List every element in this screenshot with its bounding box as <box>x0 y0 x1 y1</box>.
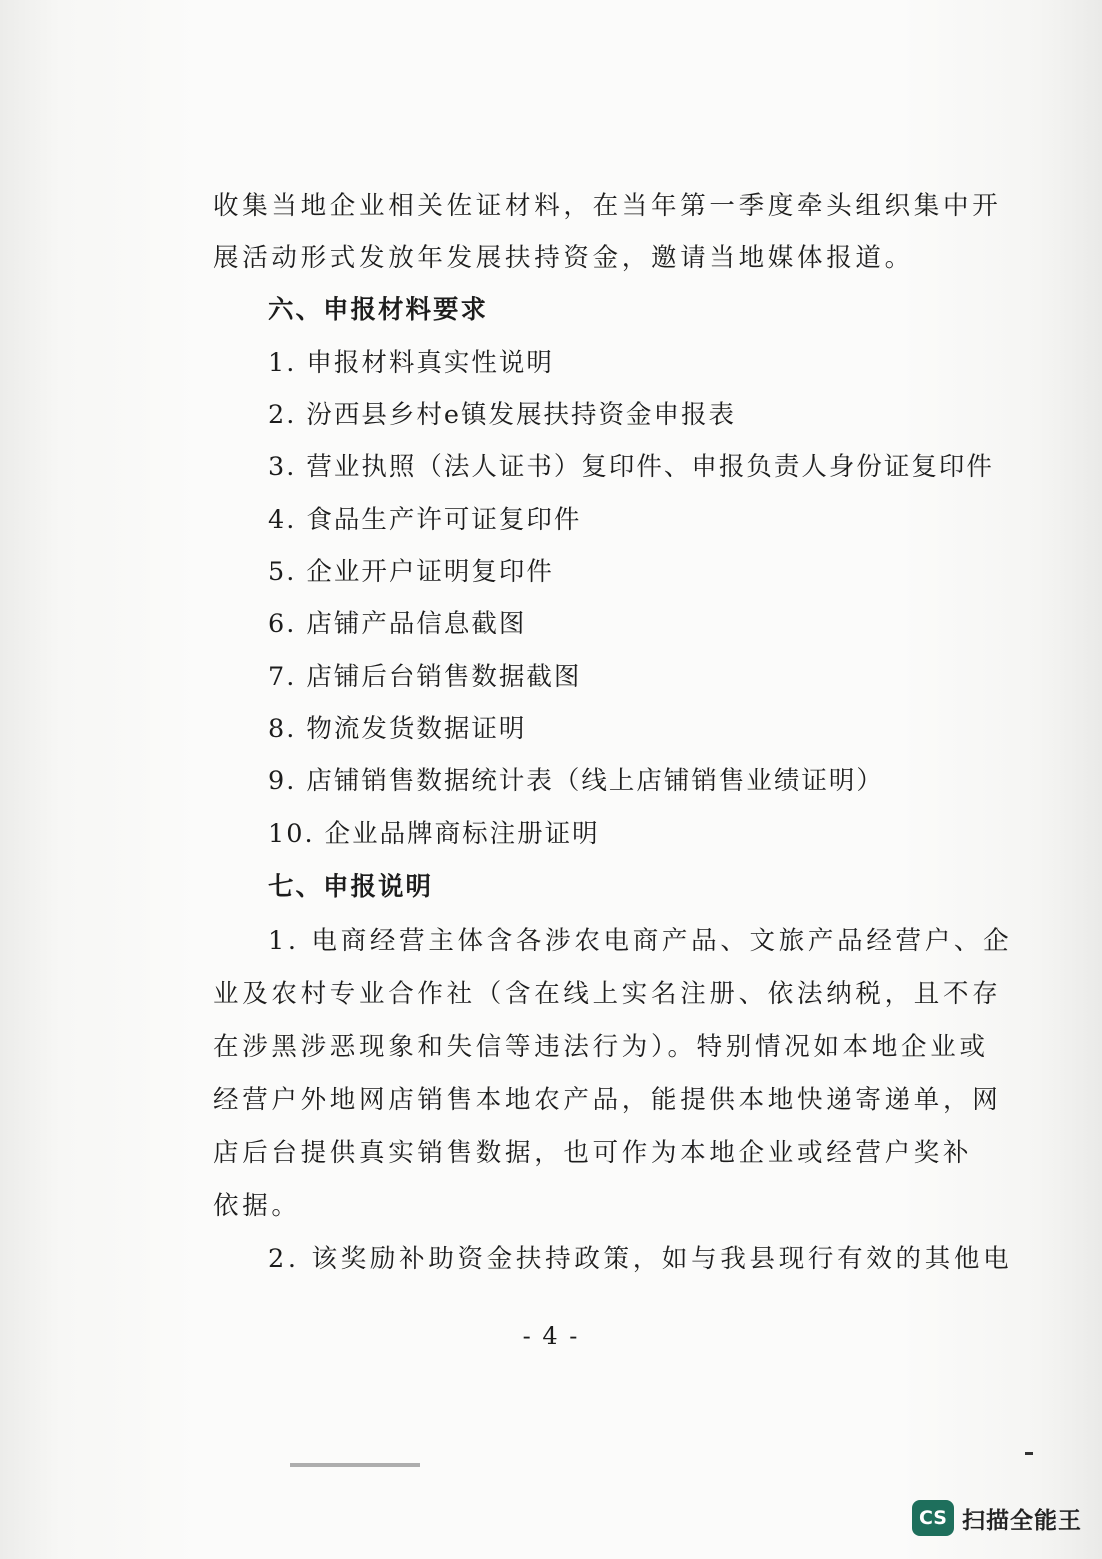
text-line: 店后台提供真实销售数据，也可作为本地企业或经营户奖补 <box>213 1138 973 1168</box>
camscanner-logo-icon: CS <box>912 1500 954 1536</box>
list-item: 4. 食品生产许可证复印件 <box>268 505 582 535</box>
list-item: 8. 物流发货数据证明 <box>268 714 527 744</box>
text-line: 1. 电商经营主体含各涉农电商产品、文旅产品经营户、企 <box>268 926 1013 956</box>
list-item: 6. 店铺产品信息截图 <box>268 609 527 639</box>
text-line: 展活动形式发放年发展扶持资金，邀请当地媒体报道。 <box>213 243 914 273</box>
list-item: 7. 店铺后台销售数据截图 <box>268 662 582 692</box>
list-item: 9. 店铺销售数据统计表（线上店铺销售业绩证明） <box>268 766 884 796</box>
scan-artifact <box>1025 1452 1033 1455</box>
list-item: 5. 企业开户证明复印件 <box>268 557 554 587</box>
text-line: 依据。 <box>213 1191 301 1221</box>
scan-artifact <box>290 1463 420 1467</box>
text-line: 在涉黑涉恶现象和失信等违法行为）。特别情况如本地企业或 <box>213 1032 989 1062</box>
text-line: 业及农村专业合作社（含在线上实名注册、依法纳税，且不存 <box>213 979 1002 1009</box>
page-number: - 4 - <box>522 1322 580 1350</box>
list-item: 2. 汾西县乡村e镇发展扶持资金申报表 <box>268 400 737 430</box>
list-item: 1. 申报材料真实性说明 <box>268 348 554 378</box>
section-heading-7: 七、申报说明 <box>268 872 434 902</box>
watermark-text: 扫描全能王 <box>962 1507 1082 1534</box>
section-heading-6: 六、申报材料要求 <box>268 295 489 325</box>
text-line: 2. 该奖励补助资金扶持政策，如与我县现行有效的其他电 <box>268 1244 1013 1274</box>
text-line: 经营户外地网店销售本地农产品，能提供本地快递寄递单，网 <box>213 1085 1002 1115</box>
text-line: 收集当地企业相关佐证材料，在当年第一季度牵头组织集中开 <box>213 191 1002 221</box>
scanner-watermark <box>912 1496 1082 1540</box>
list-item: 3. 营业执照（法人证书）复印件、申报负责人身份证复印件 <box>268 452 994 482</box>
list-item: 10. 企业品牌商标注册证明 <box>268 819 600 849</box>
